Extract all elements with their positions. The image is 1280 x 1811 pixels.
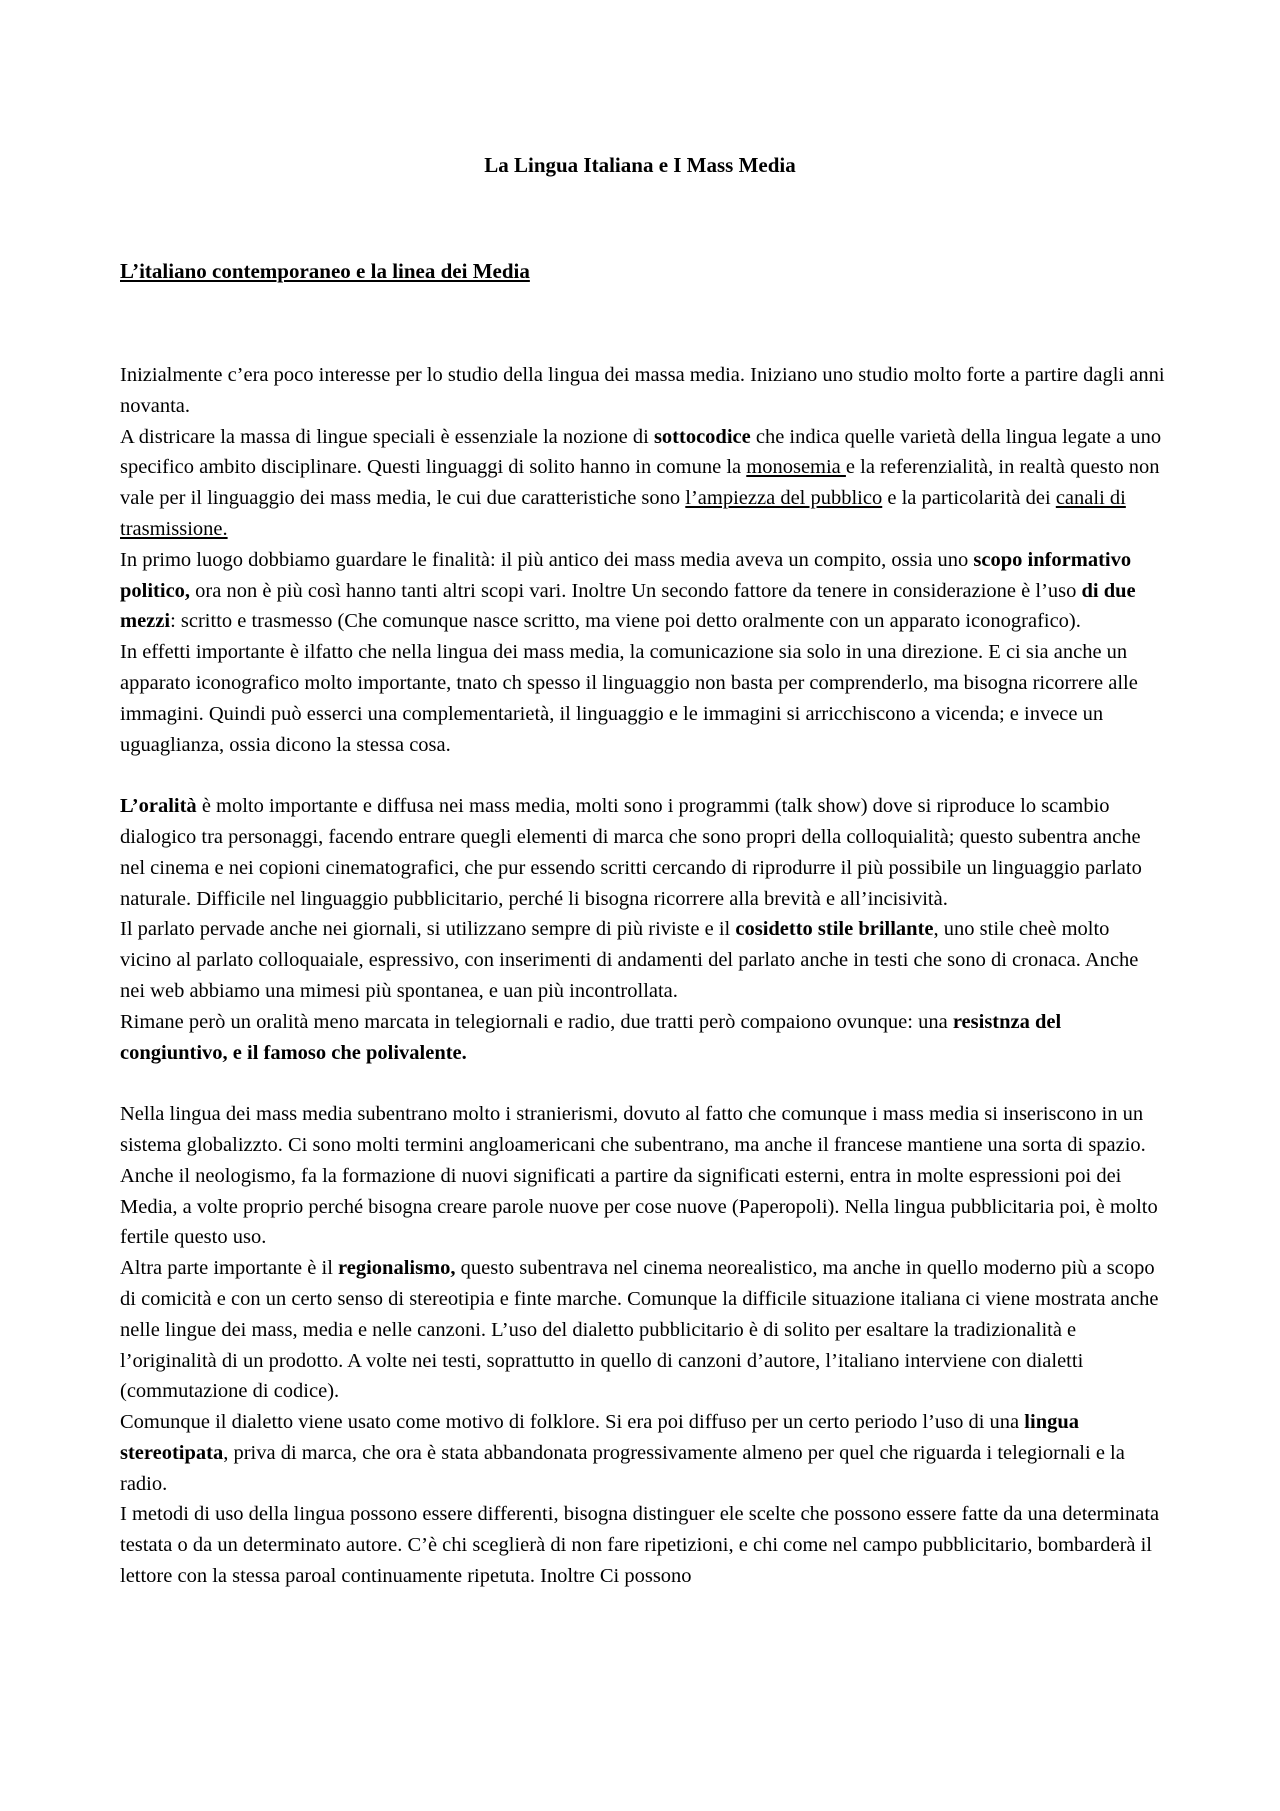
text-run: e la particolarità dei [882, 487, 1056, 510]
text-run: Altra parte importante è il [120, 1257, 339, 1280]
text-run: , uno stile cheè molto vicino al parlato colloquaiale, espressivo, con inserimenti di andamenti del parlato anche in testi che sono di cronaca. Anche nei web abbiamo una mimesi più spontanea, e uan più incontrollata. [120, 918, 1139, 1002]
bold-term: di due mezzi [120, 579, 1136, 633]
paragraph-5 [120, 791, 1165, 914]
text-run: e la referenzialità, in realtà questo non vale per il linguaggio dei mass media, le cui due caratteristiche sono [120, 456, 1160, 510]
bold-term: L’oralità [120, 795, 197, 818]
text-run: questo subentrava nel cinema neorealistico, ma anche in quello moderno più a scopo di comicità e con un certo senso di stereotipia e finte marche. Comunque la difficile situazione italiana ci viene mostrata anche nelle lingue dei mass, media e nelle canzoni. L’uso del dialetto pubblicitario è di solito per esaltare la tradizionalità e l’originalità di un prodotto. A volte nei testi, soprattutto in quello di canzoni d’autore, l’italiano interviene con dialetti (commutazione di codice). [120, 1257, 1159, 1403]
bold-term: scopo informativo politico, [120, 548, 1132, 602]
underlined-term: l’ampiezza del pubblico [685, 487, 883, 510]
text-run: Inizialmente c’era poco interesse per lo studio della lingua dei massa media. Iniziano uno studio molto forte a partire dagli anni novanta. [120, 364, 1165, 417]
underlined-term: canali di trasmissione. [120, 487, 1126, 540]
text-run: In effetti importante è ilfatto che nella lingua dei mass media, la comunicazione sia solo in una direzione. E ci sia anche un apparato iconografico molto importante, tnato ch spesso il linguaggio non basta per comprenderlo, ma bisogna ricorrere alle immagini. Quindi può esserci una complementarietà, il linguaggio e le immagini si arricchiscono a vicenda; e invece un uguaglianza, ossia dicono la stessa cosa. [120, 641, 1138, 756]
bold-term: lingua stereotipata [120, 1411, 1079, 1464]
paragraph-6 [120, 914, 1165, 1006]
paragraph-4 [120, 637, 1165, 760]
paragraph-gap [120, 1068, 1165, 1099]
paragraph-10 [120, 1407, 1165, 1499]
paragraph-11 [120, 1499, 1165, 1591]
paragraph-1 [120, 360, 1165, 422]
text-run: In primo luogo dobbiamo guardare le finalità: il più antico dei mass media aveva un compito, ossia uno [120, 548, 974, 571]
text-run: Comunque il dialetto viene usato come motivo di folklore. Si era poi diffuso per un certo periodo l’uso di una [120, 1411, 1025, 1434]
bold-term: cosidetto stile brillante [735, 918, 934, 941]
text-run: Nella lingua dei mass media subentrano molto i stranierismi, dovuto al fatto che comunque i mass media si inseriscono in un sistema globalizzto. Ci sono molti termini angloamericani che subentrano, ma anche il francese mantiene una sorta di spazio. Anche il neologismo, fa la formazione di nuovi significati a partire da significati esterni, entra in molte espressioni poi dei Media, a volte proprio perché bisogna creare parole nuove per cose nuove (Paperopoli). Nella lingua pubblicitaria poi, è molto fertile questo uso. [120, 1103, 1158, 1249]
section-heading: L’italiano contemporaneo e la linea dei Media [120, 259, 530, 283]
text-run: , priva di marca, che ora è stata abbandonata progressivamente almeno per quel che riguarda i telegiornali e la radio. [120, 1441, 1125, 1495]
paragraph-7 [120, 1007, 1165, 1069]
text-run: Il parlato pervade anche nei giornali, si utilizzano sempre di più riviste e il [120, 918, 736, 941]
bold-term: resistnza del congiuntivo, e il famoso che polivalente. [120, 1010, 1062, 1064]
bold-term: regionalismo, [338, 1257, 456, 1280]
document-body [120, 360, 1165, 1592]
paragraph-8 [120, 1099, 1165, 1253]
text-run: ora non è più così hanno tanti altri scopi vari. Inoltre Un secondo fattore da tenere in considerazione è l’uso [190, 579, 1082, 602]
paragraph-2 [120, 422, 1165, 545]
text-run: che indica quelle varietà della lingua legate a uno specifico ambito disciplinare. Questi linguaggi di solito hanno in comune la [120, 425, 1162, 479]
bold-term: sottocodice [653, 425, 751, 448]
paragraph-9 [120, 1253, 1165, 1407]
text-run: I metodi di uso della lingua possono essere differenti, bisogna distinguer ele scelte che possono essere fatte da una determinata testata o da un determinato autore. C’è chi sceglierà di non fare ripetizioni, e chi come nel campo pubblicitario, bombarderà il lettore con la stessa paroal continuamente ripetuta. Inoltre Ci possono [120, 1503, 1160, 1588]
underlined-term: monosemia [746, 456, 846, 479]
text-run: è molto importante e diffusa nei mass media, molti sono i programmi (talk show) dove si riproduce lo scambio dialogico tra personaggi, facendo entrare quegli elementi di marca che sono propri della colloquialità; questo subentra anche nel cinema e nei copioni cinematografici, che pur essendo scritti cercando di riprodurre il più possibile un linguaggio parlato naturale. Difficile nel linguaggio pubblicitario, perché li bisogna ricorrere alla brevità e all’incisività. [120, 795, 1142, 910]
text-run: Rimane però un oralità meno marcata in telegiornali e radio, due tratti però compaiono ovunque: una [120, 1010, 953, 1033]
text-run: A districare la massa di lingue speciali è essenziale la nozione di [120, 425, 654, 448]
paragraph-gap [120, 760, 1165, 791]
paragraph-3 [120, 545, 1165, 637]
document-title: La Lingua Italiana e I Mass Media [484, 153, 796, 177]
text-run: : scritto e trasmesso (Che comunque nasce scritto, ma viene poi detto oralmente con un apparato iconografico). [170, 610, 1081, 633]
